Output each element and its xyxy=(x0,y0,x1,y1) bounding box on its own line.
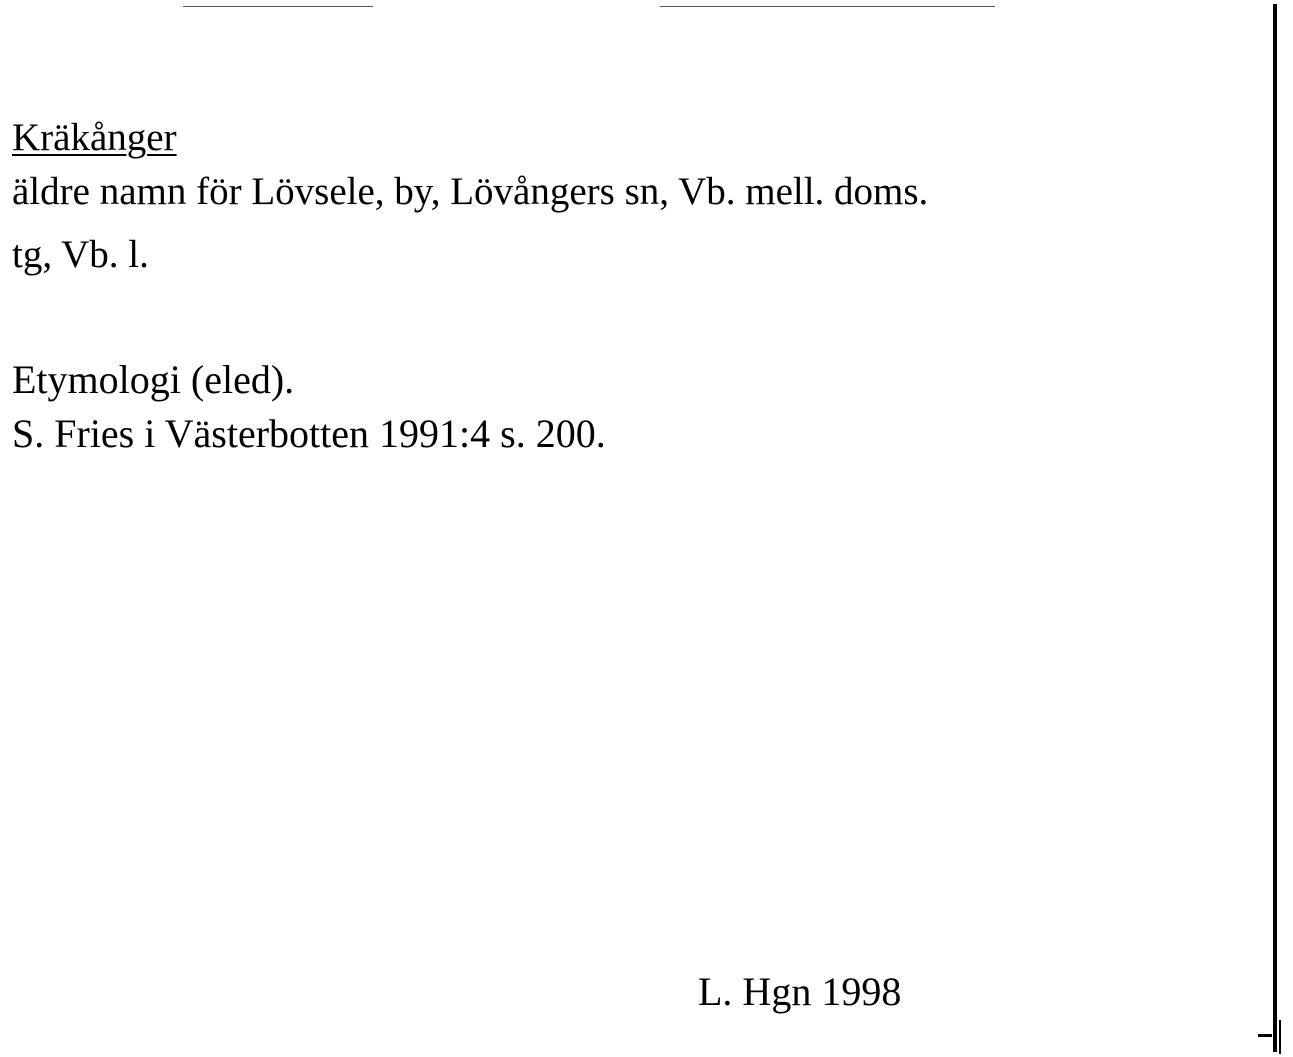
description-line: tg, Vb. l. xyxy=(12,233,149,276)
description-line: äldre namn för Lövsele, by, Lövångers sn, Vb. mell. doms. xyxy=(12,170,929,213)
scan-top-dash xyxy=(183,6,373,7)
source-reference-line: S. Fries i Västerbotten 1991:4 s. 200. xyxy=(12,411,606,456)
scan-corner-mark xyxy=(1258,1034,1272,1037)
scan-top-dash xyxy=(660,6,995,7)
scan-edge-line xyxy=(1273,4,1277,1052)
etymology-line: Etymologi (eled). xyxy=(12,357,295,402)
headword: Kräkånger xyxy=(12,116,177,159)
signature: L. Hgn 1998 xyxy=(698,969,902,1014)
scan-edge-line xyxy=(1279,1020,1281,1054)
